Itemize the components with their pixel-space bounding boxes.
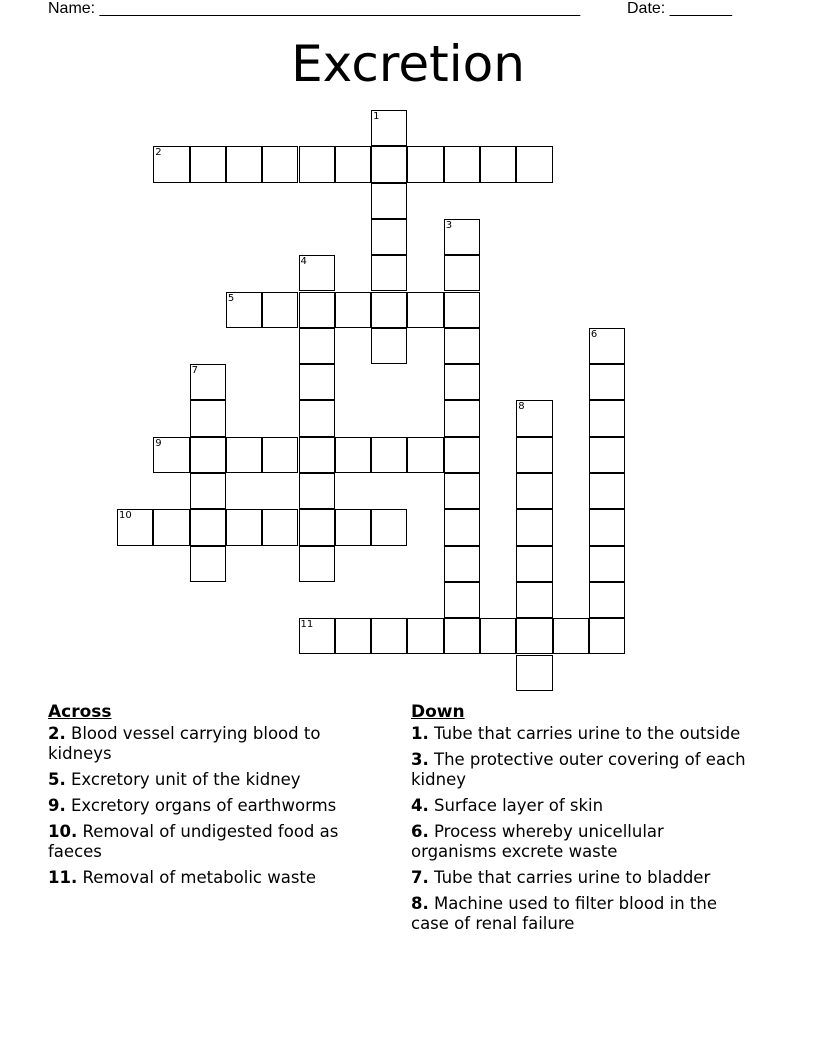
grid-cell[interactable] (190, 546, 226, 582)
grid-cell[interactable] (480, 618, 516, 654)
grid-cell[interactable] (553, 618, 589, 654)
across-clues (48, 700, 388, 894)
grid-cell[interactable] (516, 618, 552, 654)
cell-number: 6 (590, 328, 598, 340)
clue-number: 6. (411, 822, 429, 841)
grid-cell[interactable] (589, 364, 625, 400)
cell-number: 11 (300, 619, 314, 631)
clue-text: Tube that carries urine to bladder (428, 868, 711, 887)
grid-cell[interactable] (589, 328, 625, 364)
grid-cell[interactable] (444, 219, 480, 255)
cell-number: 3 (445, 219, 453, 231)
clue-number: 5. (48, 770, 66, 789)
across-clue (48, 822, 388, 862)
grid-cell[interactable] (589, 582, 625, 618)
clue-text: Removal of metabolic waste (77, 868, 317, 887)
grid-cell[interactable] (516, 473, 552, 509)
grid-cell[interactable] (589, 400, 625, 436)
down-clue (411, 822, 751, 862)
grid-cell[interactable] (444, 509, 480, 545)
grid-cell[interactable] (516, 582, 552, 618)
grid-cell[interactable] (299, 546, 335, 582)
grid-cell[interactable] (407, 292, 443, 328)
grid-cell[interactable] (335, 146, 371, 182)
grid-cell[interactable] (299, 292, 335, 328)
grid-cell[interactable] (299, 473, 335, 509)
across-clue (48, 796, 388, 816)
grid-cell[interactable] (299, 328, 335, 364)
grid-cell[interactable] (226, 292, 262, 328)
grid-cell[interactable] (371, 146, 407, 182)
grid-cell[interactable] (444, 546, 480, 582)
grid-cell[interactable] (335, 509, 371, 545)
cell-number: 5 (227, 292, 235, 304)
grid-cell[interactable] (589, 473, 625, 509)
grid-cell[interactable] (589, 509, 625, 545)
down-clue (411, 868, 751, 888)
grid-cell[interactable] (444, 364, 480, 400)
grid-cell[interactable] (371, 328, 407, 364)
grid-cell[interactable] (299, 146, 335, 182)
grid-cell[interactable] (262, 146, 298, 182)
clue-text: Blood vessel carrying blood to kidneys (48, 724, 321, 763)
clue-text: Removal of undigested food as faeces (48, 822, 339, 861)
down-clue (411, 894, 751, 934)
grid-cell[interactable] (444, 255, 480, 291)
grid-cell[interactable] (407, 437, 443, 473)
grid-cell[interactable] (371, 255, 407, 291)
grid-cell[interactable] (190, 146, 226, 182)
across-heading: Across (48, 702, 112, 722)
down-clue (411, 724, 751, 744)
grid-cell[interactable] (480, 146, 516, 182)
grid-cell[interactable] (299, 400, 335, 436)
clue-number: 9. (48, 796, 66, 815)
grid-cell[interactable] (444, 473, 480, 509)
cell-number: 9 (155, 437, 162, 449)
grid-cell[interactable] (516, 400, 552, 436)
down-clue (411, 796, 751, 816)
across-clue (48, 770, 388, 790)
grid-cell[interactable] (299, 509, 335, 545)
cell-number: 10 (119, 510, 132, 522)
clue-number: 1. (411, 724, 429, 743)
grid-cell[interactable] (299, 618, 335, 654)
clue-number: 2. (48, 724, 66, 743)
cell-number: 7 (191, 365, 198, 377)
grid-cell[interactable] (444, 582, 480, 618)
grid-cell[interactable] (299, 364, 335, 400)
grid-cell[interactable] (444, 437, 480, 473)
clue-text: Excretory unit of the kidney (65, 770, 301, 789)
grid-cell[interactable] (444, 400, 480, 436)
clue-number: 11. (48, 868, 78, 887)
across-clue (48, 868, 388, 888)
grid-cell[interactable] (153, 437, 189, 473)
grid-cell[interactable] (407, 618, 443, 654)
date-line: Date: _______ (627, 0, 732, 17)
down-clue (411, 750, 751, 790)
puzzle-title: Excretion (291, 35, 525, 93)
grid-cell[interactable] (335, 618, 371, 654)
grid-cell[interactable] (226, 437, 262, 473)
grid-cell[interactable] (335, 437, 371, 473)
clue-text: Process whereby unicellular organisms excrete waste (411, 822, 664, 861)
grid-cell[interactable] (299, 437, 335, 473)
down-heading: Down (411, 702, 465, 722)
cell-number: 1 (373, 111, 380, 122)
grid-cell[interactable] (190, 509, 226, 545)
grid-cell[interactable] (190, 437, 226, 473)
clue-number: 7. (411, 868, 429, 887)
grid-cell[interactable] (153, 509, 189, 545)
clue-number: 4. (411, 796, 429, 815)
grid-cell[interactable] (516, 655, 552, 691)
grid-cell[interactable] (371, 219, 407, 255)
clue-text: Tube that carries urine to the outside (428, 724, 741, 743)
clue-number: 3. (411, 750, 429, 769)
down-clues (411, 700, 751, 940)
down-clue-list (411, 724, 751, 934)
grid-cell[interactable] (299, 255, 335, 291)
grid-cell[interactable] (117, 509, 153, 545)
grid-cell[interactable] (153, 146, 189, 182)
grid-cell[interactable] (589, 437, 625, 473)
grid-cell[interactable] (190, 364, 226, 400)
grid-cell[interactable] (444, 146, 480, 182)
clue-number: 10. (48, 822, 78, 841)
cell-number: 8 (518, 401, 525, 413)
grid-cell[interactable] (407, 146, 443, 182)
grid-cell[interactable] (516, 509, 552, 545)
grid-cell[interactable] (516, 437, 552, 473)
cell-number: 2 (155, 147, 162, 159)
grid-cell[interactable] (190, 473, 226, 509)
grid-cell[interactable] (444, 328, 480, 364)
clue-text: The protective outer covering of each kidney (411, 750, 746, 789)
grid-cell[interactable] (371, 437, 407, 473)
grid-cell[interactable] (589, 618, 625, 654)
name-line: Name: ______________________________________________________ (48, 0, 581, 17)
grid-cell[interactable] (444, 618, 480, 654)
grid-cell[interactable] (190, 400, 226, 436)
grid-cell[interactable] (262, 509, 298, 545)
clue-text: Excretory organs of earthworms (65, 796, 337, 815)
clue-text: Machine used to filter blood in the case of renal failure (411, 894, 718, 933)
clue-number: 8. (411, 894, 429, 913)
grid-cell[interactable] (262, 292, 298, 328)
grid-cell[interactable] (371, 618, 407, 654)
grid-cell[interactable] (516, 146, 552, 182)
grid-cell[interactable] (589, 546, 625, 582)
grid-cell[interactable] (371, 110, 407, 146)
grid-cell[interactable] (335, 292, 371, 328)
grid-cell[interactable] (371, 509, 407, 545)
grid-cell[interactable] (226, 146, 262, 182)
grid-cell[interactable] (371, 183, 407, 219)
across-clue (48, 724, 388, 764)
across-clue-list (48, 724, 388, 888)
grid-cell[interactable] (444, 292, 480, 328)
cell-number: 4 (300, 256, 307, 268)
grid-cell[interactable] (226, 509, 262, 545)
grid-cell[interactable] (371, 292, 407, 328)
grid-cell[interactable] (262, 437, 298, 473)
grid-cell[interactable] (516, 546, 552, 582)
clue-text: Surface layer of skin (428, 796, 604, 815)
